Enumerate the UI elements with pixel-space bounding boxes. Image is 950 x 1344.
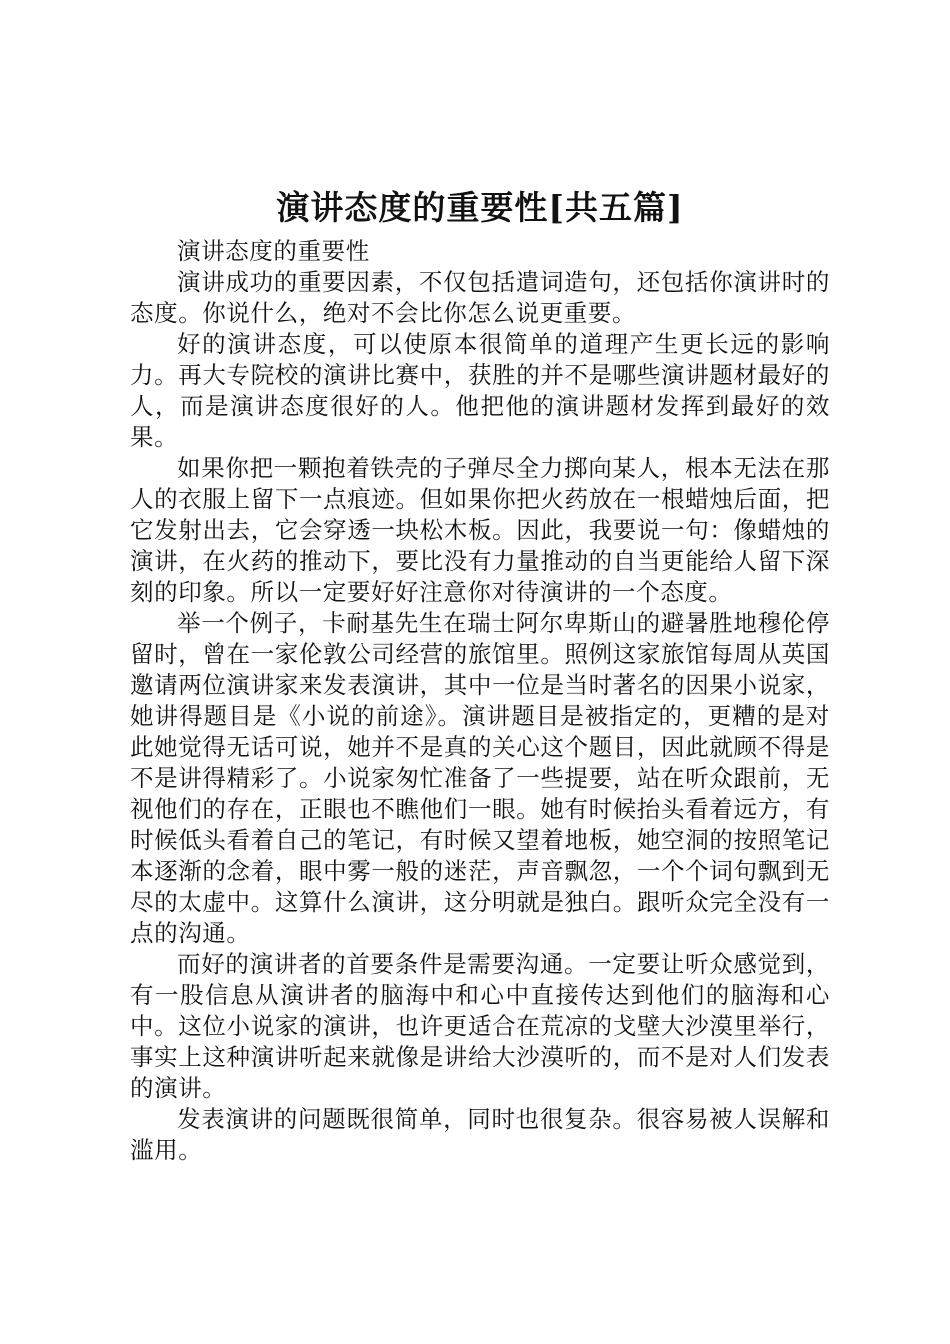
paragraph: 演讲成功的重要因素，不仅包括遣词造句，还包括你演讲时的态度。你说什么，绝对不会比你怎么说更重要。 xyxy=(130,268,830,327)
paragraph: 举一个例子，卡耐基先生在瑞士阿尔卑斯山的避暑胜地穆伦停留时，曾在一家伦敦公司经营的旅馆里。照例这家旅馆每周从英国邀请两位演讲家来发表演讲，其中一位是当时著名的因果小说家，她讲得题目是《小说的前途》。演讲题目是被指定的，更糟的是对此她觉得无话可说，她并不是真的关心这个题目，因此就顾不得是不是讲得精彩了。小说家匆忙准备了一些提要，站在听众跟前，无视他们的存在，正眼也不瞧他们一眼。她有时候抬头看着远方，有时候低头看着自己的笔记，有时候又望着地板，她空洞的按照笔记本逐渐的念着，眼中雾一般的迷茫，声音飘忽，一个个词句飘到无尽的太虚中。这算什么演讲，这分明就是独白。跟听众完全没有一点的沟通。 xyxy=(130,609,830,947)
paragraph: 如果你把一颗抱着铁壳的子弹尽全力掷向某人，根本无法在那人的衣服上留下一点痕迹。但如果你把火药放在一根蜡烛后面，把它发射出去，它会穿透一块松木板。因此，我要说一句：像蜡烛的演讲，在火药的推动下，要比没有力量推动的自当更能给人留下深刻的印象。所以一定要好好注意你对待演讲的一个态度。 xyxy=(130,454,830,606)
paragraph: 好的演讲态度，可以使原本很简单的道理产生更长远的影响力。再大专院校的演讲比赛中，获胜的并不是哪些演讲题材最好的人，而是演讲态度很好的人。他把他的演讲题材发挥到最好的效果。 xyxy=(130,330,830,451)
document-title: 演讲态度的重要性[共五篇] xyxy=(276,188,684,227)
paragraph: 发表演讲的问题既很简单，同时也很复杂。很容易被人误解和滥用。 xyxy=(130,1105,830,1164)
document-body xyxy=(130,182,830,1166)
paragraph: 而好的演讲者的首要条件是需要沟通。一定要让听众感觉到，有一股信息从演讲者的脑海中和心中直接传达到他们的脑海和心中。这位小说家的演讲，也许更适合在荒凉的戈壁大沙漠里举行，事实上这种演讲听起来就像是讲给大沙漠听的，而不是对人们发表的演讲。 xyxy=(130,950,830,1102)
paragraph-subtitle: 演讲态度的重要性 xyxy=(177,237,370,265)
